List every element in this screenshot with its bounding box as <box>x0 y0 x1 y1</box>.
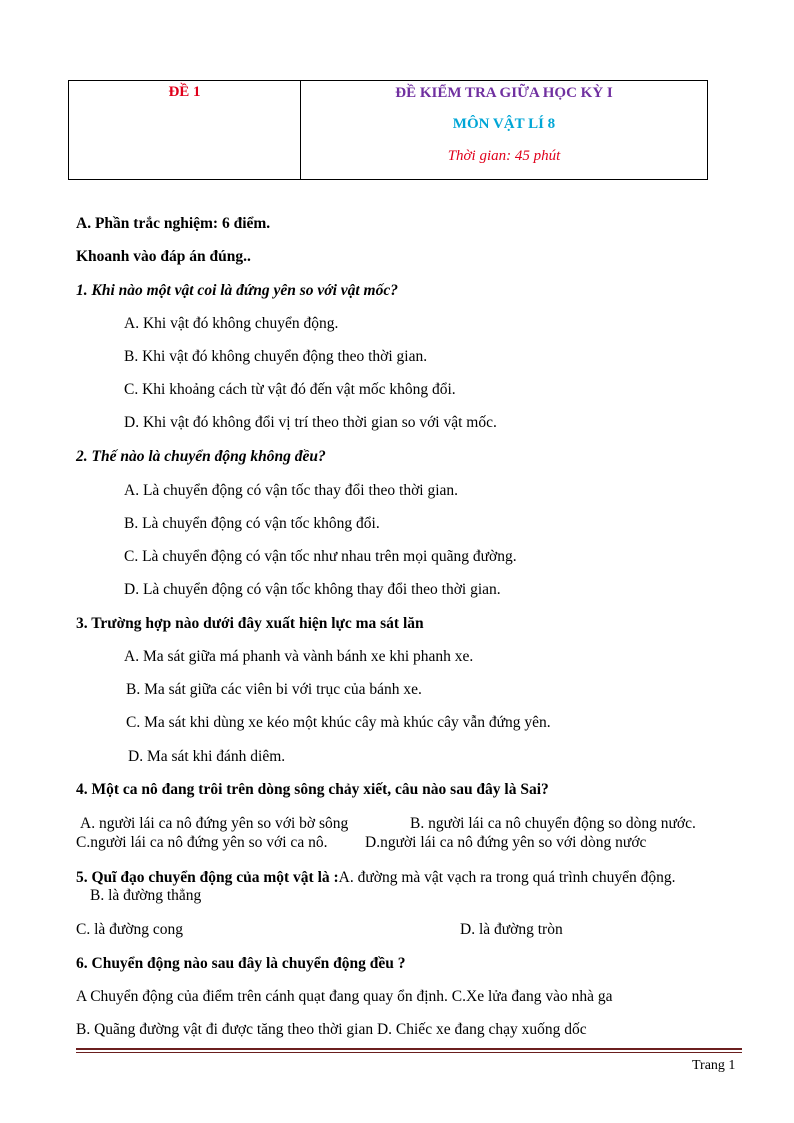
header-right-cell <box>301 81 707 179</box>
q5-option-d: D. là đường tròn <box>460 921 563 938</box>
header-left-cell <box>69 81 301 179</box>
exam-title: ĐỀ KIỂM TRA GIỮA HỌC KỲ I <box>395 85 613 101</box>
q4-option-c: C.người lái ca nô đứng yên so với ca nô. <box>76 834 328 851</box>
q2-option-c: C. Là chuyển động có vận tốc như nhau trên mọi quãng đường. <box>124 548 517 565</box>
instruction: Khoanh vào đáp án đúng.. <box>76 248 251 265</box>
q4-option-b: B. người lái ca nô chuyển động so dòng nước. <box>410 815 696 832</box>
question-2: 2. Thế nào là chuyển động không đều? <box>76 448 326 465</box>
q4-option-a: A. người lái ca nô đứng yên so với bờ sông <box>80 815 349 832</box>
q5-option-c: C. là đường cong <box>76 921 184 938</box>
q1-option-d: D. Khi vật đó không đổi vị trí theo thời gian so với vật mốc. <box>124 414 497 431</box>
q2-option-d: D. Là chuyển động có vận tốc không thay đổi theo thời gian. <box>124 581 501 598</box>
question-5: 5. Quĩ đạo chuyển động của một vật là : <box>76 869 339 886</box>
q6-options-line-1: A Chuyển động của điểm trên cánh quạt đang quay ổn định. C.Xe lửa đang vào nhà ga <box>76 988 613 1005</box>
exam-duration: Thời gian: 45 phút <box>447 148 561 164</box>
page-number: Trang 1 <box>692 1058 736 1073</box>
q2-option-b: B. Là chuyển động có vận tốc không đổi. <box>124 515 380 532</box>
q5-option-b: B. là đường thẳng <box>90 887 202 904</box>
question-5-row <box>76 868 676 887</box>
q2-option-a: A. Là chuyển động có vận tốc thay đổi theo thời gian. <box>124 482 459 499</box>
q1-option-c: C. Khi khoảng cách từ vật đó đến vật mốc không đổi. <box>124 381 456 398</box>
header-table <box>68 80 708 180</box>
subject-title: MÔN VẬT LÍ 8 <box>452 116 556 132</box>
q1-option-b: B. Khi vật đó không chuyển động theo thời gian. <box>124 348 428 365</box>
question-4: 4. Một ca nô đang trôi trên dòng sông chảy xiết, câu nào sau đây là Sai? <box>76 781 549 798</box>
q6-options-line-2: B. Quãng đường vật đi được tăng theo thời gian D. Chiếc xe đang chạy xuống dốc <box>76 1021 587 1038</box>
section-title: A. Phần trắc nghiệm: 6 điểm. <box>76 215 271 232</box>
question-3: 3. Trường hợp nào dưới đây xuất hiện lực ma sát lăn <box>76 615 424 632</box>
q5-option-a: A. đường mà vật vạch ra trong quá trình chuyển động. <box>338 869 676 886</box>
q3-option-b: B. Ma sát giữa các viên bi với trục của bánh xe. <box>126 681 422 698</box>
footer-divider <box>76 1048 742 1054</box>
question-6: 6. Chuyển động nào sau đây là chuyển động đều ? <box>76 955 406 972</box>
q1-option-a: A. Khi vật đó không chuyển động. <box>124 315 339 332</box>
question-1: 1. Khi nào một vật coi là đứng yên so với vật mốc? <box>76 282 398 299</box>
q3-option-c: C. Ma sát khi dùng xe kéo một khúc cây mà khúc cây vẫn đứng yên. <box>126 714 551 731</box>
exam-code: ĐỀ 1 <box>168 84 201 100</box>
q4-option-d: D.người lái ca nô đứng yên so với dòng nước <box>365 834 647 851</box>
q3-option-d: D. Ma sát khi đánh diêm. <box>128 748 286 765</box>
q3-option-a: A. Ma sát giữa má phanh và vành bánh xe khi phanh xe. <box>124 648 474 665</box>
